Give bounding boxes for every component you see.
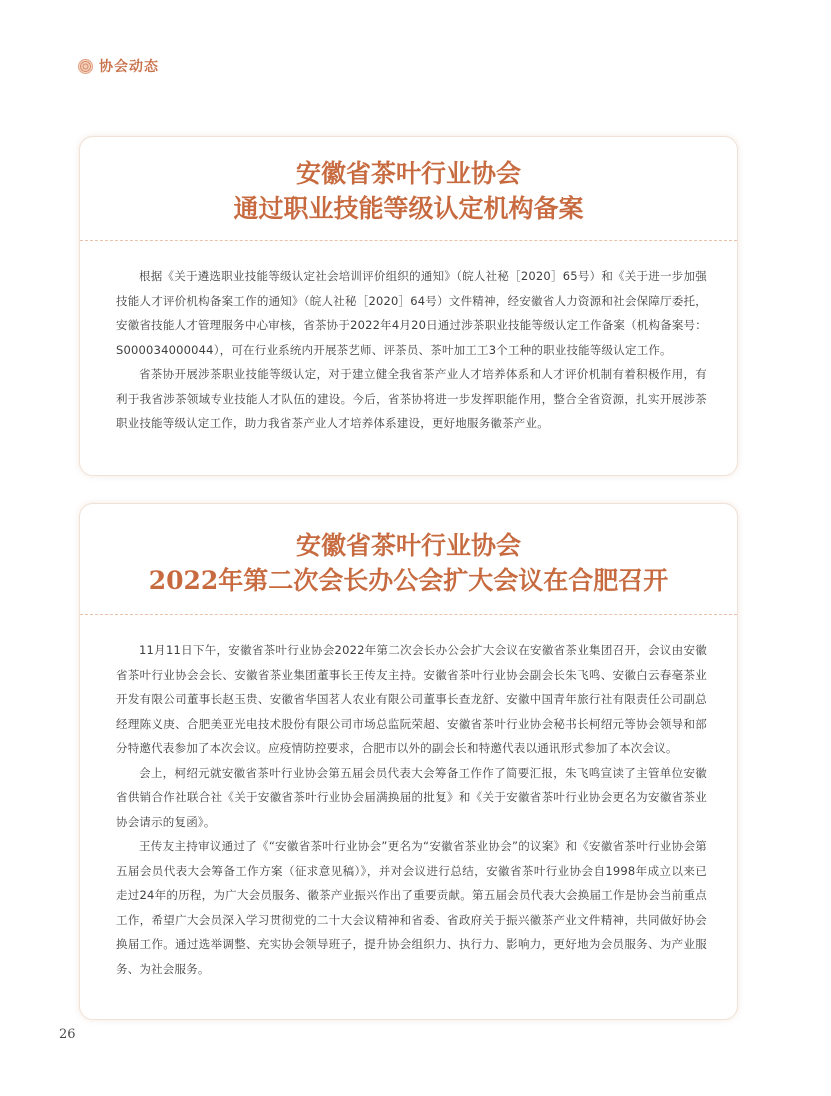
article-card-1 <box>79 136 738 476</box>
article-1-paragraph-1: 根据《关于遴选职业技能等级认定社会培训评价组织的通知》（皖人社秘［2020］65号）和《关于进一步加强技能人才评价机构备案工作的通知》（皖人社秘［2020］64号）文件精神，经安徽省人力资源和社会保障厅委托，安徽省技能人才管理服务中心审核，省茶协于2022年4月20日通过涉茶职业技能等级认定工作备案（机构备案号：S000034000044），可在行业系统内开展茶艺师、评茶员、茶叶加工工3个工种的职业技能等级认定工作。 <box>116 269 707 357</box>
section-header <box>78 56 159 76</box>
article-1-title-line-1: 安徽省茶叶行业协会 <box>295 159 521 188</box>
article-2-paragraph-3: 王传友主持审议通过了《“安徽省茶叶行业协会”更名为“安徽省茶业协会”的议案》和《安徽省茶叶行业协会第五届会员代表大会筹备工作方案（征求意见稿）》，并对会议进行总结，安徽省茶叶行业协会自1998年成立以来已走过24年的历程，为广大会员服务、徽茶产业振兴作出了重要贡献。第五届会员代表大会换届工作是协会当前重点工作，希望广大会员深入学习贯彻党的二十大会议精神和省委、省政府关于振兴徽茶产业文件精神，共同做好协会换届工作。通过选举调整、充实协会领导班子，提升协会组织力、执行力、影响力，更好地为会员服务、为产业服务、为社会服务。 <box>116 839 707 976</box>
article-2-paragraph-2: 会上，柯绍元就安徽省茶叶行业协会第五届会员代表大会筹备工作作了简要汇报，朱飞鸣宣读了主管单位安徽省供销合作社联合社《关于安徽省茶叶行业协会届满换届的批复》和《关于安徽省茶叶行业协会更名为安徽省茶业协会请示的复函》。 <box>116 765 707 829</box>
article-1-paragraph-2: 省茶协开展涉茶职业技能等级认定，对于建立健全我省茶产业人才培养体系和人才评价机制有着积极作用，有利于我省涉茶领域专业技能人才队伍的建设。今后，省茶协将进一步发挥职能作用，整合全省资源，扎实开展涉茶职业技能等级认定工作，助力我省茶产业人才培养体系建设，更好地服务徽茶产业。 <box>116 367 707 430</box>
article-card-2 <box>79 503 738 1020</box>
article-2-title-line-1: 安徽省茶叶行业协会 <box>295 531 521 560</box>
article-2-paragraph-1: 11月11日下午，安徽省茶叶行业协会2022年第二次会长办公会扩大会议在安徽省茶业集团召开，会议由安徽省茶叶行业协会会长、安徽省茶业集团董事长王传友主持。安徽省茶叶行业协会副会长朱飞鸣、安徽白云春毫茶业开发有限公司董事长赵玉贵、安徽省华国茗人农业有限公司董事长查龙舒、安徽中国青年旅行社有限责任公司副总经理陈义庚、合肥美亚光电技术股份有限公司市场总监阮荣超、安徽省茶叶行业协会秘书长柯绍元等协会领导和部分特邀代表参加了本次会议。应疫情防控要求，合肥市以外的副会长和特邀代表以通讯形式参加了本次会议。 <box>116 643 707 755</box>
article-1-title <box>80 137 737 240</box>
article-1-body <box>80 241 737 436</box>
section-label: 协会动态 <box>99 59 159 75</box>
seal-pattern-icon <box>78 59 93 74</box>
article-2-title-line-2: 2022年第二次会长办公会扩大会议在合肥召开 <box>148 566 669 595</box>
article-1-title-line-2: 通过职业技能等级认定机构备案 <box>233 194 584 223</box>
page-number: 26 <box>59 1027 76 1042</box>
article-2-title <box>80 504 737 614</box>
article-2-body <box>80 615 737 981</box>
